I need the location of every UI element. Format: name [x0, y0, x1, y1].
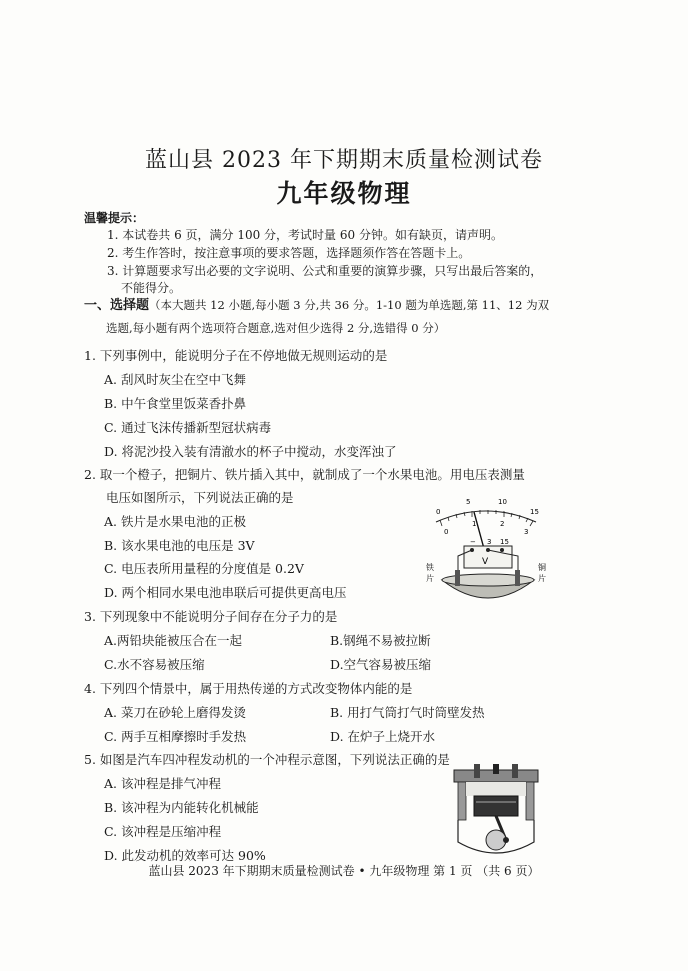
- scale-bottom-1: 1: [472, 520, 477, 528]
- q3-option-c: C.水不容易被压缩: [104, 657, 205, 672]
- q2-stem-cont: 电压如图所示，下列说法正确的是: [106, 490, 294, 505]
- q4-stem: 4. 下列四个情景中，属于用热传递的方式改变物体内能的是: [84, 681, 413, 696]
- scale-bottom-3: 3: [524, 528, 529, 536]
- q2-option-c: C. 电压表所用量程的分度值是 0.2V: [104, 561, 304, 576]
- notice-item-3-cont: 不能得分。: [121, 281, 182, 295]
- section-1-desc-cont: 选题,每小题有两个选项符合题意,选对但少选得 2 分,选错得 0 分）: [106, 321, 446, 335]
- notice-heading: 温馨提示：: [84, 211, 145, 225]
- q1-stem: 1. 下列事例中，能说明分子在不停地做无规则运动的是: [84, 348, 388, 363]
- q3-option-b: B.钢绳不易被拉断: [330, 633, 431, 648]
- iron-label-1: 铁: [426, 563, 434, 572]
- q5-option-d: D. 此发动机的效率可达 90%: [104, 848, 266, 863]
- q2-stem: 2. 取一个橙子，把铜片、铁片插入其中，就制成了一个水果电池。用电压表测量: [84, 467, 525, 482]
- notice-item-2: 2. 考生作答时，按注意事项的要求答题，选择题须作答在答题卡上。: [107, 246, 471, 260]
- terminal-minus: −: [470, 538, 476, 546]
- section-1-heading: [84, 297, 549, 314]
- section-1-desc: （本大题共 12 小题,每小题 3 分,共 36 分。1-10 题为单选题,第 11、12 为双: [149, 298, 550, 312]
- scale-bottom-2: 2: [500, 520, 505, 528]
- q5-stem: 5. 如图是汽车四冲程发动机的一个冲程示意图，下列说法正确的是: [84, 752, 450, 767]
- q5-option-b: B. 该冲程为内能转化机械能: [104, 800, 259, 815]
- q4-option-c: C. 两手互相摩擦时手发热: [104, 729, 247, 744]
- q5-option-a: A. 该冲程是排气冲程: [104, 776, 221, 791]
- q2-option-a: A. 铁片是水果电池的正极: [104, 514, 246, 529]
- exam-title: 蓝山县 2023 年下期期末质量检测试卷: [145, 148, 543, 173]
- q3-option-d: D.空气容易被压缩: [330, 657, 432, 672]
- copper-label-2: 片: [538, 574, 546, 583]
- notice-item-1: 1. 本试卷共 6 页，满分 100 分，考试时量 60 分钟。如有缺页，请声明。: [107, 228, 503, 242]
- q4-option-d: D. 在炉子上烧开水: [330, 729, 436, 744]
- q2-option-b: B. 该水果电池的电压是 3V: [104, 538, 255, 553]
- page-footer: 蓝山县 2023 年下期期末质量检测试卷 • 九年级物理 第 1 页 （共 6 页）: [148, 864, 540, 878]
- iron-label-2: 片: [426, 574, 434, 583]
- scale-top-15: 15: [530, 508, 539, 516]
- scale-top-0: 0: [436, 508, 441, 516]
- notice-item-3: 3. 计算题要求写出必要的文字说明、公式和重要的演算步骤，只写出最后答案的，: [107, 264, 543, 278]
- q1-option-c: C. 通过飞沫传播新型冠状病毒: [104, 420, 272, 435]
- engine-figure: [444, 764, 548, 860]
- q4-option-b: B. 用打气筒打气时筒壁发热: [330, 705, 485, 720]
- scale-top-10: 10: [498, 498, 507, 506]
- q2-option-d: D. 两个相同水果电池串联后可提供更高电压: [104, 585, 347, 600]
- subject-title: 九年级物理: [276, 179, 412, 208]
- q1-option-d: D. 将泥沙投入装有清澈水的杯子中搅动，水变浑浊了: [104, 444, 397, 459]
- q1-option-a: A. 刮风时灰尘在空中飞舞: [104, 372, 246, 387]
- terminal-3: 3: [487, 538, 492, 546]
- terminal-15: 15: [500, 538, 509, 546]
- q1-option-b: B. 中午食堂里饭菜香扑鼻: [104, 396, 247, 411]
- piston-icon: [474, 796, 518, 816]
- q3-option-a: A.两铅块能被压合在一起: [104, 633, 243, 648]
- q3-stem: 3. 下列现象中不能说明分子间存在分子力的是: [84, 609, 338, 624]
- section-1-label: 一、选择题: [84, 298, 150, 313]
- meter-letter: V: [482, 557, 489, 567]
- scale-top-5: 5: [466, 498, 471, 506]
- q5-option-c: C. 该冲程是压缩冲程: [104, 824, 222, 839]
- copper-label-1: 铜: [538, 563, 546, 572]
- q4-option-a: A. 菜刀在砂轮上磨得发烫: [104, 705, 246, 720]
- scale-bottom-0: 0: [444, 528, 449, 536]
- voltmeter-figure: [418, 492, 554, 610]
